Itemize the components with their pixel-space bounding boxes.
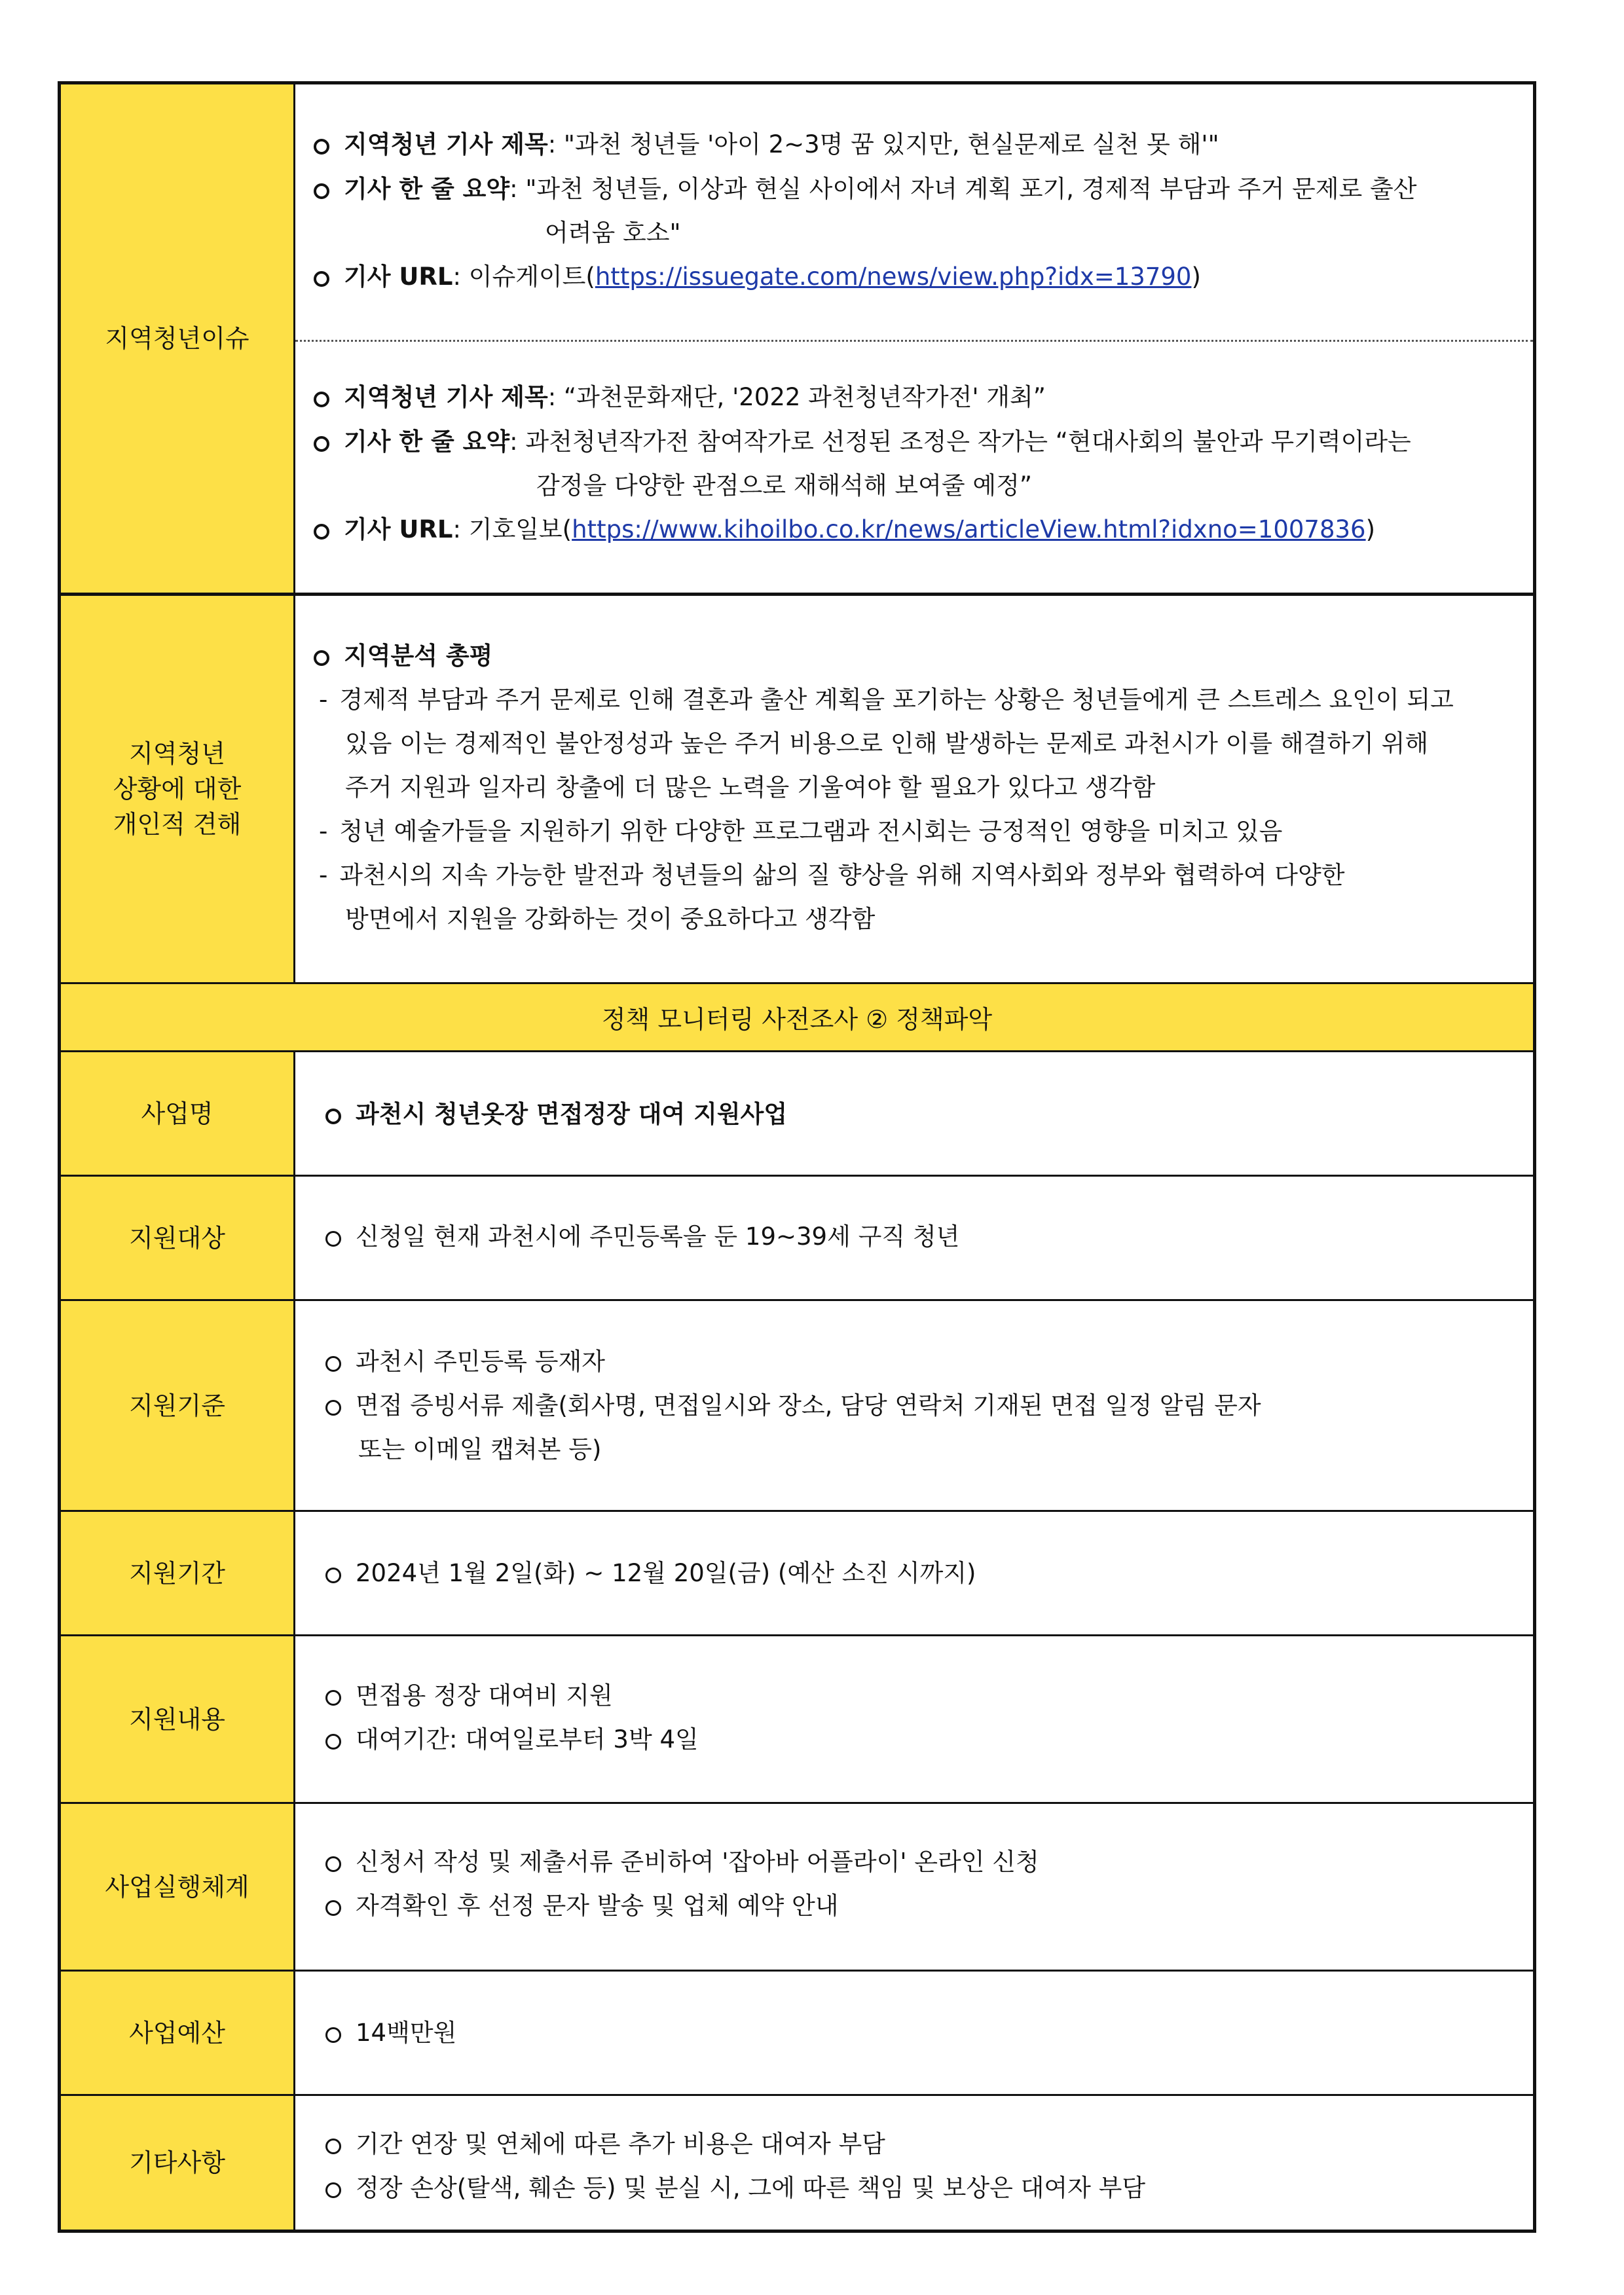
circle-bullet-icon <box>325 1356 341 1372</box>
article1-link[interactable]: https://issuegate.com/news/view.php?idx=13790 <box>595 263 1192 291</box>
circle-bullet-icon <box>325 2182 341 2198</box>
label-personal-view: 지역청년 상황에 대한 개인적 견해 <box>61 596 295 982</box>
circle-bullet-icon <box>325 1856 341 1872</box>
row-program-name <box>61 1050 1533 1175</box>
view-bullet-1-cont-2: 주거 지원과 일자리 창출에 더 많은 노력을 기울여야 할 필요가 있다고 생각함 <box>345 773 1156 801</box>
circle-bullet-icon <box>314 436 329 452</box>
circle-bullet-icon <box>325 2027 341 2043</box>
row-regional-issue <box>61 84 1533 593</box>
analysis-heading: 지역분석 총평 <box>314 640 492 672</box>
policy-table <box>58 81 1536 2233</box>
issue-content <box>295 84 1533 593</box>
row-period <box>61 1510 1533 1634</box>
row-criteria <box>61 1299 1533 1510</box>
label-etc: 기타사항 <box>61 2096 295 2230</box>
section-band <box>61 982 1533 1050</box>
circle-bullet-icon <box>325 1900 341 1916</box>
circle-bullet-icon <box>314 183 329 199</box>
view-bullet-3: - 과천시의 지속 가능한 발전과 청년들의 삶의 질 향상을 위해 지역사회와 정부와 협력하여 다양한 <box>319 861 1345 889</box>
view-bullet-2: - 청년 예술가들을 지원하기 위한 다양한 프로그램과 전시회는 긍정적인 영향을 미치고 있음 <box>319 817 1283 845</box>
row-etc <box>61 2094 1533 2230</box>
circle-bullet-icon <box>314 650 329 666</box>
circle-bullet-icon <box>314 271 329 287</box>
article2-summary-cont: 감정을 다양한 관점으로 재해석해 보여줄 예정” <box>536 471 1033 500</box>
view-bullet-1-cont-1: 있음 이는 경제적인 불안정성과 높은 주거 비용으로 인해 발생하는 문제로 과천시가 이를 해결하기 위해 <box>345 729 1429 758</box>
target-value: 신청일 현재 과천시에 주민등록을 둔 19~39세 구직 청년 <box>325 1221 959 1253</box>
article2-title: 지역청년 기사 제목: “과천문화재단, '2022 과천청년작가전' 개최” <box>314 382 1046 413</box>
budget-value: 14백만원 <box>325 2017 456 2049</box>
label-target: 지원대상 <box>61 1177 295 1299</box>
label-regional-issue: 지역청년이슈 <box>61 84 295 593</box>
circle-bullet-icon <box>325 2139 341 2154</box>
criteria-item-2: 면접 증빙서류 제출(회사명, 면접일시와 장소, 담당 연락처 기재된 면접 일정 알림 문자 <box>325 1390 1261 1422</box>
label-program-name: 사업명 <box>61 1052 295 1175</box>
view-bullet-1: - 경제적 부담과 주거 문제로 인해 결혼과 출산 계획을 포기하는 상황은 청년들에게 큰 스트레스 요인이 되고 <box>319 686 1454 714</box>
circle-bullet-icon <box>314 139 329 155</box>
system-item-1: 신청서 작성 및 제출서류 준비하여 '잡아바 어플라이' 온라인 신청 <box>325 1846 1039 1878</box>
program-name: 과천시 청년옷장 면접정장 대여 지원사업 <box>325 1099 787 1130</box>
etc-item-2: 정장 손상(탈색, 훼손 등) 및 분실 시, 그에 따른 책임 및 보상은 대여자 부담 <box>325 2173 1145 2204</box>
circle-bullet-icon <box>325 1690 341 1706</box>
article2-url: 기사 URL: 기호일보(https://www.kihoilbo.co.kr/news/articleView.html?idxno=1007836) <box>314 514 1375 545</box>
article2-link[interactable]: https://www.kihoilbo.co.kr/news/articleView.html?idxno=1007836 <box>572 515 1366 543</box>
label-budget: 사업예산 <box>61 1972 295 2094</box>
content-item-1: 면접용 정장 대여비 지원 <box>325 1680 613 1712</box>
circle-bullet-icon <box>325 1231 341 1247</box>
row-personal-view <box>61 593 1533 982</box>
row-target <box>61 1175 1533 1299</box>
label-period: 지원기간 <box>61 1512 295 1634</box>
criteria-item-2-cont: 또는 이메일 캡쳐본 등) <box>358 1435 602 1463</box>
system-item-2: 자격확인 후 선정 문자 발송 및 업체 예약 안내 <box>325 1890 838 1922</box>
article1-title: 지역청년 기사 제목: "과천 청년들 '아이 2~3명 꿈 있지만, 현실문제로 실천 못 해'" <box>314 129 1219 160</box>
label-content: 지원내용 <box>61 1636 295 1802</box>
section-title: 정책 모니터링 사전조사 ② 정책파악 <box>61 984 1533 1050</box>
label-criteria: 지원기준 <box>61 1301 295 1510</box>
circle-bullet-icon <box>314 392 329 407</box>
article1-url: 기사 URL: 이슈게이트(https://issuegate.com/news/view.php?idx=13790) <box>314 261 1201 293</box>
label-system: 사업실행체계 <box>61 1804 295 1970</box>
criteria-item-1: 과천시 주민등록 등재자 <box>325 1346 605 1378</box>
circle-bullet-icon <box>325 1400 341 1416</box>
period-value: 2024년 1월 2일(화) ~ 12월 20일(금) (예산 소진 시까지) <box>325 1558 976 1589</box>
circle-bullet-icon <box>325 1734 341 1750</box>
view-bullet-3-cont: 방면에서 지원을 강화하는 것이 중요하다고 생각함 <box>345 905 876 933</box>
circle-bullet-icon <box>314 524 329 540</box>
row-system <box>61 1802 1533 1970</box>
circle-bullet-icon <box>325 1568 341 1583</box>
dotted-divider <box>295 340 1533 342</box>
circle-bullet-icon <box>325 1109 341 1124</box>
article1-summary: 기사 한 줄 요약: "과천 청년들, 이상과 현실 사이에서 자녀 계획 포기, 경제적 부담과 주거 문제로 출산 <box>314 174 1417 205</box>
content-item-2: 대여기간: 대여일로부터 3박 4일 <box>325 1724 699 1755</box>
row-budget <box>61 1970 1533 2094</box>
etc-item-1: 기간 연장 및 연체에 따른 추가 비용은 대여자 부담 <box>325 2129 885 2160</box>
view-content <box>295 596 1533 982</box>
article2-summary: 기사 한 줄 요약: 과천청년작가전 참여작가로 선정된 조정은 작가는 “현대사회의 불안과 무기력이라는 <box>314 426 1411 458</box>
row-content <box>61 1634 1533 1802</box>
article1-summary-cont: 어려움 호소" <box>545 219 681 247</box>
